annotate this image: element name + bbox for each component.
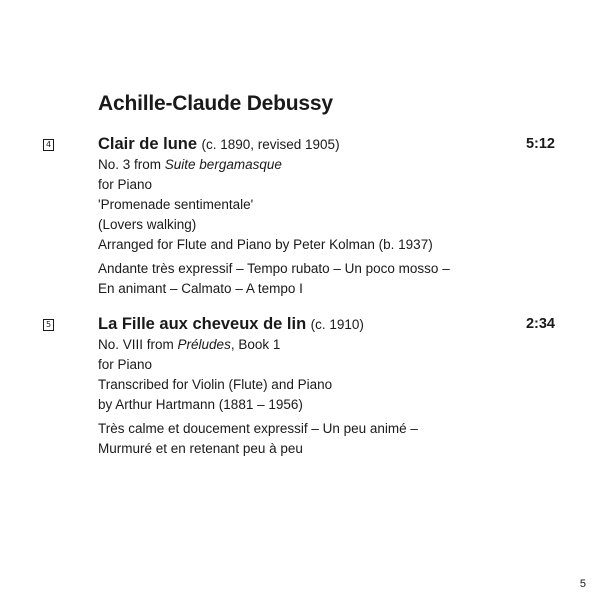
track-title-line (98, 133, 340, 156)
track-duration: 2:34 (525, 316, 555, 332)
tempo-line: En animant – Calmato – A tempo I (98, 281, 303, 296)
detail-line: 'Promenade sentimentale' (98, 197, 254, 212)
tempo-line: Très calme et doucement expressif – Un peu animé – (98, 421, 418, 436)
track-title-line (98, 313, 364, 336)
source-italic: Préludes (177, 337, 231, 352)
tempo-line: Andante très expressif – Tempo rubato – Un poco mosso – (98, 261, 450, 276)
track-details (98, 155, 433, 255)
source-line (98, 155, 433, 175)
tempo-line: Murmuré et en retenant peu à peu (98, 441, 303, 456)
source-prefix: No. VIII from (98, 337, 178, 352)
source-italic: Suite bergamasque (164, 157, 282, 172)
track-duration: 5:12 (525, 136, 555, 152)
work-date: (c. 1910) (310, 317, 364, 332)
detail-line: Arranged for Flute and Piano by Peter Kolman (b. 1937) (98, 237, 433, 252)
work-title: Clair de lune (98, 135, 198, 153)
work-date: (c. 1890, revised 1905) (201, 137, 340, 152)
detail-line: for Piano (98, 357, 153, 372)
detail-line: for Piano (98, 177, 153, 192)
detail-line: (Lovers walking) (98, 217, 197, 232)
work-title: La Fille aux cheveux de lin (98, 315, 307, 333)
track-number-box: 4 (43, 139, 54, 151)
source-suffix: , Book 1 (230, 337, 281, 352)
detail-line: Transcribed for Violin (Flute) and Piano (98, 377, 333, 392)
source-line (98, 335, 332, 355)
page-number: 5 (579, 578, 586, 590)
track-details (98, 335, 332, 415)
tempo-markings (98, 259, 450, 299)
tempo-markings (98, 419, 418, 459)
track-number-box: 5 (43, 319, 54, 331)
source-prefix: No. 3 from (98, 157, 165, 172)
detail-line: by Arthur Hartmann (1881 – 1956) (98, 397, 303, 412)
composer-heading: Achille-Claude Debussy (98, 92, 333, 115)
